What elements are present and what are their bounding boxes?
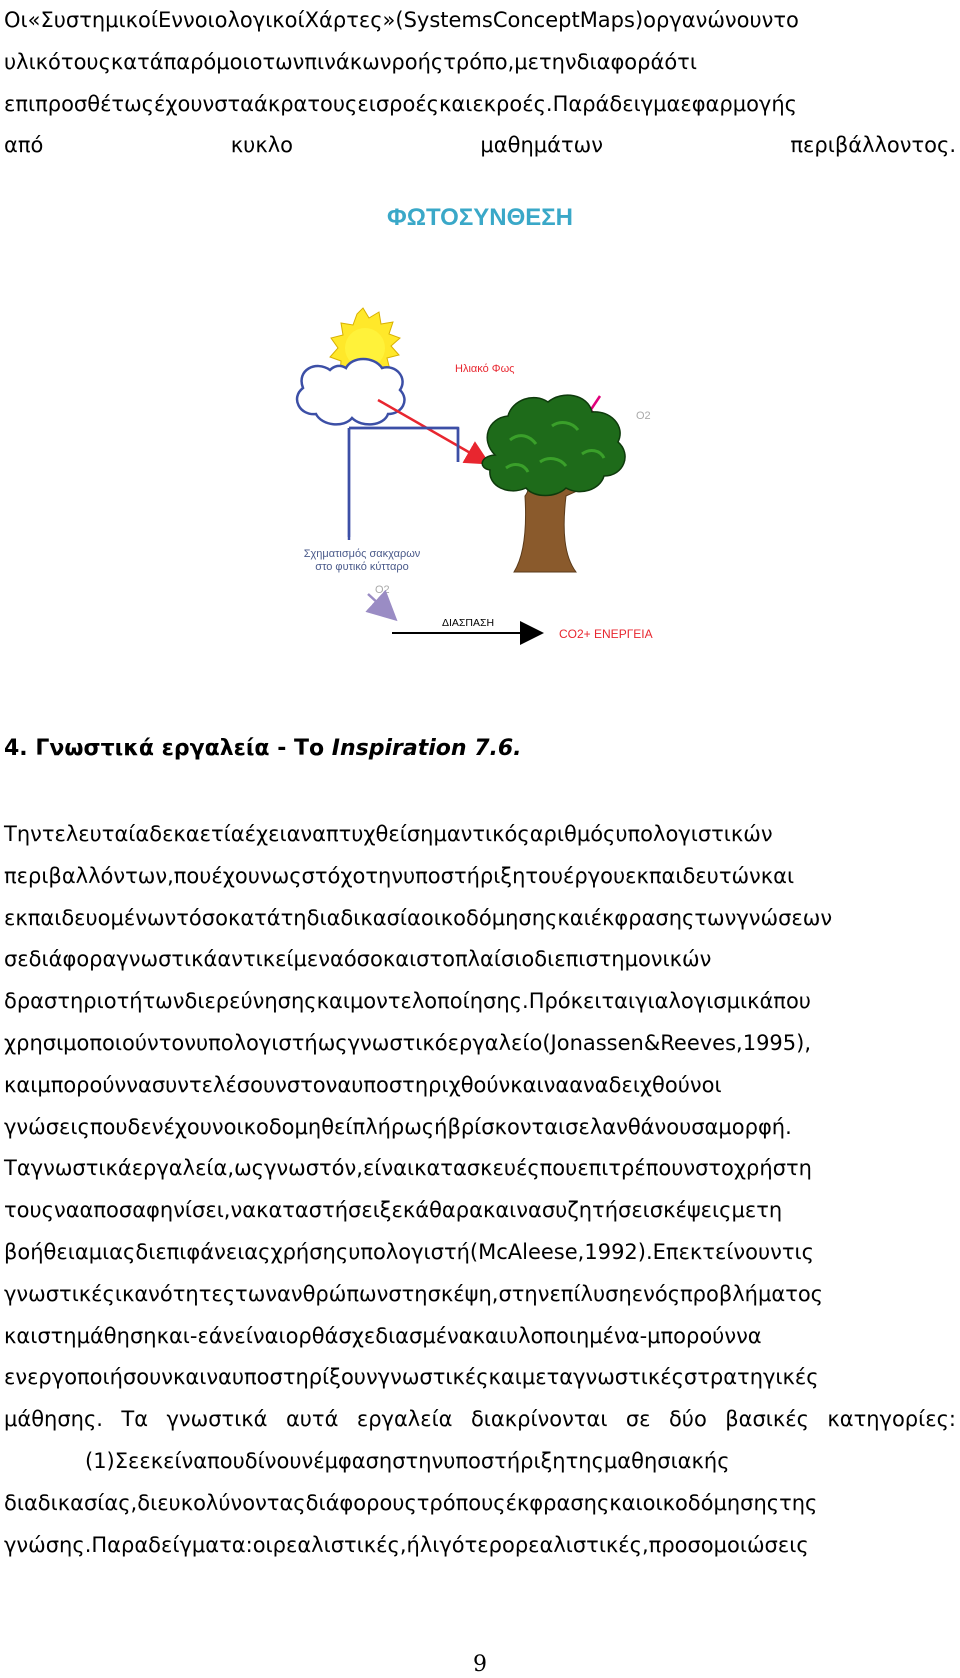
body-line: Ταγνωστικάεργαλεία,ωςγνωστόν,είναικατασκευέςπουεπιτρέπουνστοχρήστη — [4, 1156, 812, 1181]
output-label: CO2+ ΕΝΕΡΓΕΙΑ — [559, 627, 653, 641]
intro-line-4: από κυκλο μαθημάτων περιβάλλοντος. — [4, 133, 956, 158]
body-line: διαδικασίας,διευκολύνονταςδιάφορουςτρόπουςέκφρασηςκαιοικοδόμησηςτης — [4, 1490, 818, 1515]
sunlight-arrow — [378, 400, 486, 462]
page-number: 9 — [473, 1652, 487, 1677]
section-heading — [4, 736, 522, 761]
body-line: γνώσειςπουδενέχουνοικοδομηθείπλήρωςήβρίσκονταισελανθάνουσαμορφή. — [4, 1114, 792, 1139]
body-line: βοήθειαμιαςδιεπιφάνειαςχρήσηςυπολογιστή(McAleese,1992).Επεκτείνουντις — [4, 1239, 814, 1264]
body-line: μάθησης. Τα γνωστικά αυτά εργαλεία διακρίνονται σε δύο βασικές κατηγορίες: — [4, 1407, 956, 1432]
body-line: καιστημάθησηκαι-εάνείναιορθάσχεδιασμένακαιυλοποιημένα-μπορούννα — [4, 1323, 762, 1348]
body-line: περιβαλλόντων,πουέχουνωςστόχοτηνυποστήριξητουέργουεκπαιδευτώνκαι — [4, 863, 795, 888]
o2-bottom-arrow — [368, 594, 392, 616]
intro-line-3: επιπροσθέτωςέχουνσταάκρατουςεισροέςκαιεκροές.Παράδειγμαεφαρμογής — [4, 91, 797, 116]
intro-line-2: υλικότουςκατάπαρόμοιοτωνπινάκωνροήςτρόπο,μετηνδιαφοράότι — [4, 49, 697, 74]
diagram-title: ΦΩΤΟΣΥΝΘΕΣΗ — [387, 204, 573, 231]
section-heading-italic: Inspiration 7.6. — [331, 736, 522, 761]
intro-paragraph — [4, 0, 956, 167]
sunlight-label: Ηλιακό Φως — [455, 363, 515, 375]
body-line: γνωστικέςικανότητεςτωνανθρώπωνστησκέψη,στηνεπίλυσηενόςπροβλήματος — [4, 1281, 824, 1306]
body-line: χρησιμοποιούντονυπολογιστήωςγνωστικόεργαλείο(Jonassen&Reeves,1995), — [4, 1030, 812, 1055]
body-paragraph — [4, 814, 956, 1566]
body-line: δραστηριοτήτωνδιερεύνησηςκαιμοντελοποίησης.Πρόκειταιγιαλογισμικάπου — [4, 989, 811, 1014]
body-line: Τηντελευταίαδεκαετίαέχειαναπτυχθείσημαντικόςαριθμόςυπολογιστικών — [4, 822, 773, 846]
o2-top-label: O2 — [636, 410, 651, 422]
photosynthesis-diagram — [0, 240, 960, 660]
body-line: καιμπορούννασυντελέσουνστοναυποστηριχθούνκαινααναδειχθούνοι — [4, 1072, 722, 1097]
body-line: (1)Σεεκείναπουδίνουνέμφασηστηνυποστήριξητηςμαθησιακής — [85, 1448, 730, 1473]
body-line: εκπαιδευομένωντόσοκατάτηδιαδικασίαοικοδόμησηςκαιέκφρασηςτωνγνώσεων — [4, 905, 833, 930]
section-heading-text: 4. Γνωστικά εργαλεία - Το — [4, 736, 332, 761]
body-line: τουςνααποσαφηνίσει,νακαταστήσειξεκάθαρακαινασυζητήσεισκέψειςμετη — [4, 1198, 783, 1223]
body-line: σεδιάφοραγνωστικάαντικείμεναόσοκαιστοπλαίσιοδιεπιστημονικών — [4, 947, 712, 972]
body-line: γνώσης.Παραδείγματα:οιρεαλιστικές,ήλιγότερορεαλιστικές,προσομοιώσεις — [4, 1532, 809, 1557]
sugar-label-line1: Σχηματισμός σακχαρων — [303, 548, 421, 560]
o2-bottom-label: O2 — [375, 584, 390, 596]
decomposition-label: ΔΙΑΣΠΑΣΗ — [442, 617, 495, 629]
intro-line-1: Οι«ΣυστημικοίΕννοιολογικοίΧάρτες»(SystemsConceptMaps)οργανώνουντο — [4, 8, 799, 32]
flow-line-sugar — [349, 428, 458, 540]
tree-icon — [482, 395, 625, 572]
sugar-label-line2: στο φυτικό κύτταρο — [315, 561, 409, 573]
body-line: ενεργοποιήσουνκαιναυποστηρίξουνγνωστικέςκαιμεταγνωστικέςστρατηγικές — [4, 1365, 819, 1390]
cloud-icon — [297, 359, 404, 424]
